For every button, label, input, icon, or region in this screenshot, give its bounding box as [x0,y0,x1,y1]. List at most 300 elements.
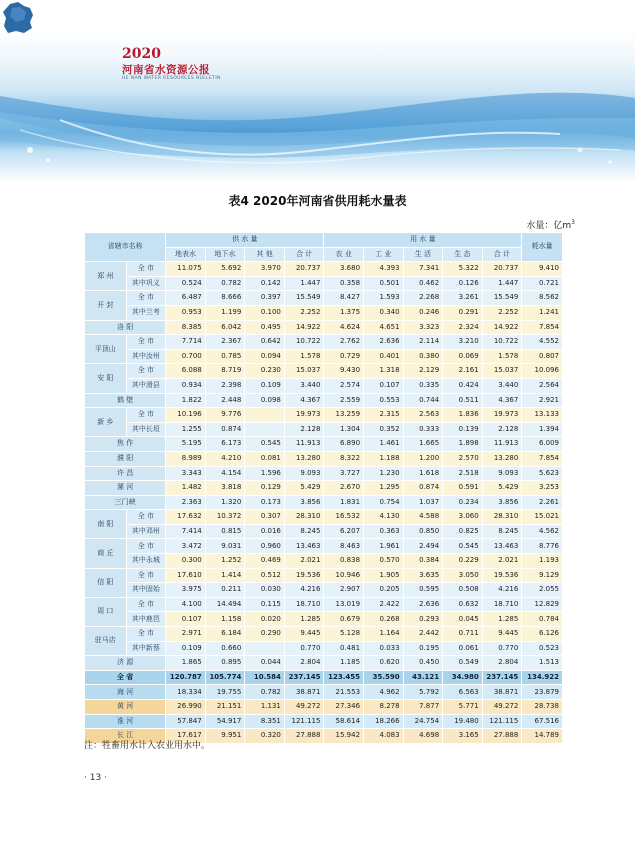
value-cell: 0.744 [403,393,443,408]
value-cell: 17.610 [166,568,206,583]
value-cell: 0.501 [364,276,404,291]
value-cell: 0.770 [284,641,324,656]
value-cell: 7.854 [522,451,563,466]
value-cell: 6.009 [522,437,563,452]
value-cell: 5.692 [205,262,245,277]
value-cell: 24.754 [403,714,443,729]
value-cell: 16.532 [324,510,364,525]
value-cell: 2.128 [284,422,324,437]
value-cell: 1.482 [166,481,206,496]
value-cell [245,408,285,423]
value-cell: 4.100 [166,597,206,612]
value-cell: 0.401 [364,349,404,364]
value-cell: 57.847 [166,714,206,729]
value-cell: 0.139 [443,422,483,437]
value-cell: 3.856 [284,495,324,510]
value-cell: 2.518 [443,466,483,481]
region-subname: 其中长垣 [126,422,166,437]
value-cell: 3.635 [403,568,443,583]
value-cell: 4.393 [364,262,404,277]
value-cell: 1.188 [364,451,404,466]
value-cell: 0.358 [324,276,364,291]
value-cell: 1.318 [364,364,404,379]
region-subname: 其中巩义 [126,276,166,291]
value-cell: 4.210 [205,451,245,466]
value-cell: 8.385 [166,320,206,335]
value-cell: 0.895 [205,656,245,671]
region-subname: 其中鹿邑 [126,612,166,627]
value-cell: 19.973 [284,408,324,423]
region-subname: 其中邓州 [126,524,166,539]
region-name: 开 封 [85,291,127,320]
value-cell: 3.210 [443,335,483,350]
value-cell: 4.562 [522,524,563,539]
value-cell: 11.913 [482,437,522,452]
bulletin-subtitle: HE NAN WATER RESOURCES BULLETIN [122,76,221,81]
value-cell: 0.424 [443,378,483,393]
value-cell: 0.126 [443,276,483,291]
value-cell: 0.595 [403,583,443,598]
value-cell: 8.322 [324,451,364,466]
value-cell: 9.410 [522,262,563,277]
basin-row [85,685,563,700]
value-cell: 0.320 [245,729,285,744]
region-name: 漯 河 [85,481,166,496]
bulletin-title: 河南省水资源公报 [122,64,210,76]
value-cell: 0.363 [364,524,404,539]
value-cell: 4.367 [482,393,522,408]
bulletin-year: 2020 [122,46,161,62]
value-cell: 2.804 [482,656,522,671]
value-cell: 28.738 [522,700,563,715]
value-cell: 0.469 [245,554,285,569]
region-name: 鹤 壁 [85,393,166,408]
value-cell: 1.193 [522,554,563,569]
value-cell: 0.016 [245,524,285,539]
value-cell: 1.831 [324,495,364,510]
basin-row [85,700,563,715]
value-cell: 1.447 [284,276,324,291]
unit-label: 水量：亿$m^3$ [526,219,575,231]
value-cell: 21.151 [205,700,245,715]
value-cell: 38.871 [284,685,324,700]
value-cell: 0.524 [166,276,206,291]
value-cell: 0.782 [245,685,285,700]
value-cell: 5.128 [324,627,364,642]
table-row [85,393,563,408]
value-cell: 0.335 [403,378,443,393]
value-cell: 134.922 [522,670,563,685]
value-cell: 1.665 [403,437,443,452]
value-cell: 2.021 [284,554,324,569]
value-cell: 3.253 [522,481,563,496]
value-cell: 1.285 [482,612,522,627]
value-cell: 0.098 [245,393,285,408]
value-cell: 10.722 [284,335,324,350]
region-name: 南 阳 [85,510,127,539]
header-surface-water: 地表水 [166,247,206,262]
value-cell: 1.285 [284,612,324,627]
value-cell: 0.246 [403,305,443,320]
value-cell: 0.205 [364,583,404,598]
value-cell: 7.877 [403,700,443,715]
value-cell: 8.666 [205,291,245,306]
value-cell: 1.961 [364,539,404,554]
value-cell: 0.770 [482,641,522,656]
value-cell: 0.953 [166,305,206,320]
value-cell: 2.636 [403,597,443,612]
value-cell: 4.367 [284,393,324,408]
value-cell: 1.255 [166,422,206,437]
value-cell: 0.109 [166,641,206,656]
value-cell: 1.304 [324,422,364,437]
header-other: 其 他 [245,247,285,262]
value-cell: 20.737 [284,262,324,277]
region-name: 济 源 [85,656,166,671]
value-cell: 35.590 [364,670,404,685]
table-row [85,524,563,539]
table-row [85,495,563,510]
value-cell: 121.115 [482,714,522,729]
value-cell: 7.714 [166,335,206,350]
value-cell: 4.624 [324,320,364,335]
value-cell: 8.776 [522,539,563,554]
value-cell: 8.245 [284,524,324,539]
value-cell: 1.822 [166,393,206,408]
value-cell: 43.121 [403,670,443,685]
table-row [85,378,563,393]
value-cell: 13.280 [284,451,324,466]
value-cell: 3.323 [403,320,443,335]
region-name: 新 乡 [85,408,127,437]
value-cell: 3.970 [245,262,285,277]
value-cell: 0.825 [443,524,483,539]
region-subname: 其中滑县 [126,378,166,393]
header-banner [0,0,635,190]
value-cell: 5.771 [443,700,483,715]
value-cell: 0.481 [324,641,364,656]
value-cell: 2.114 [403,335,443,350]
value-cell: 0.030 [245,583,285,598]
value-cell: 5.195 [166,437,206,452]
value-cell: 1.131 [245,700,285,715]
value-cell: 2.324 [443,320,483,335]
value-cell: 2.494 [403,539,443,554]
value-cell: 21.553 [324,685,364,700]
value-cell: 1.295 [364,481,404,496]
page-number: · 13 · [84,773,107,783]
value-cell: 18.334 [166,685,206,700]
value-cell: 2.907 [324,583,364,598]
table-row [85,641,563,656]
value-cell: 2.268 [403,291,443,306]
value-cell: 3.472 [166,539,206,554]
table-row [85,568,563,583]
value-cell: 17.632 [166,510,206,525]
value-cell: 2.971 [166,627,206,642]
value-cell: 0.679 [324,612,364,627]
value-cell: 28.310 [284,510,324,525]
header-region: 省辖市名称 [85,233,166,262]
water-splash-graphic [0,0,635,190]
value-cell: 2.559 [324,393,364,408]
value-cell: 49.272 [284,700,324,715]
value-cell: 1.447 [482,276,522,291]
value-cell: 4.216 [284,583,324,598]
region-name: 三门峡 [85,495,166,510]
value-cell: 0.807 [522,349,563,364]
value-cell: 2.804 [284,656,324,671]
value-cell: 4.083 [364,729,404,744]
region-subname: 全 市 [126,291,166,306]
value-cell: 0.549 [443,656,483,671]
region-name: 平顶山 [85,335,127,364]
value-cell: 13.133 [522,408,563,423]
header-industry: 工 业 [364,247,404,262]
region-name: 濮 阳 [85,451,166,466]
value-cell: 2.128 [482,422,522,437]
region-name: 许 昌 [85,466,166,481]
value-cell: 0.142 [245,276,285,291]
value-cell: 17.617 [166,729,206,744]
value-cell: 10.372 [205,510,245,525]
value-cell: 0.512 [245,568,285,583]
table-row [85,291,563,306]
header-groundwater: 地下水 [205,247,245,262]
table-row [85,437,563,452]
value-cell: 13.280 [482,451,522,466]
value-cell: 15.037 [482,364,522,379]
value-cell: 0.211 [205,583,245,598]
value-cell: 1.618 [403,466,443,481]
table-row [85,481,563,496]
value-cell: 6.173 [205,437,245,452]
table-row [85,466,563,481]
region-name: 驻马店 [85,627,127,656]
value-cell: 2.563 [403,408,443,423]
value-cell: 9.951 [205,729,245,744]
value-cell: 0.115 [245,597,285,612]
value-cell: 2.574 [324,378,364,393]
value-cell: 5.429 [284,481,324,496]
value-cell: 2.315 [364,408,404,423]
basin-name: 海 河 [85,685,166,700]
value-cell: 8.989 [166,451,206,466]
value-cell: 4.552 [522,335,563,350]
value-cell: 0.291 [443,305,483,320]
value-cell: 2.367 [205,335,245,350]
value-cell: 2.261 [522,495,563,510]
value-cell: 2.021 [482,554,522,569]
value-cell: 0.838 [324,554,364,569]
value-cell: 3.975 [166,583,206,598]
value-cell: 3.680 [324,262,364,277]
value-cell: 0.960 [245,539,285,554]
value-cell: 2.252 [284,305,324,320]
value-cell: 0.934 [166,378,206,393]
value-cell: 0.874 [403,481,443,496]
value-cell: 0.044 [245,656,285,671]
region-subname: 全 市 [126,510,166,525]
region-subname: 其中汝州 [126,349,166,364]
value-cell: 9.445 [284,627,324,642]
value-cell: 1.185 [324,656,364,671]
value-cell: 1.375 [324,305,364,320]
header-domestic: 生 活 [403,247,443,262]
header-supply: 供 水 量 [166,233,324,248]
value-cell: 13.463 [284,539,324,554]
table-row [85,583,563,598]
table-row [85,335,563,350]
value-cell: 0.782 [205,276,245,291]
value-cell: 3.165 [443,729,483,744]
header-use-total: 合 计 [482,247,522,262]
value-cell: 0.020 [245,612,285,627]
table-row [85,554,563,569]
value-cell: 123.455 [324,670,364,685]
value-cell: 10.946 [324,568,364,583]
value-cell: 54.917 [205,714,245,729]
value-cell: 0.230 [245,364,285,379]
value-cell: 0.380 [403,349,443,364]
value-cell: 6.088 [166,364,206,379]
value-cell: 6.487 [166,291,206,306]
value-cell: 0.352 [364,422,404,437]
value-cell: 27.346 [324,700,364,715]
table-row [85,262,563,277]
value-cell: 0.290 [245,627,285,642]
value-cell: 13.259 [324,408,364,423]
value-cell: 20.737 [482,262,522,277]
table-row [85,539,563,554]
value-cell: 2.921 [522,393,563,408]
value-cell: 13.463 [482,539,522,554]
basin-name: 长 江 [85,729,166,744]
value-cell: 0.045 [443,612,483,627]
value-cell: 1.578 [482,349,522,364]
value-cell: 2.670 [324,481,364,496]
region-subname: 其中兰考 [126,305,166,320]
value-cell: 7.854 [522,320,563,335]
value-cell: 3.727 [324,466,364,481]
value-cell: 0.721 [522,276,563,291]
region-name: 信 阳 [85,568,127,597]
region-subname: 其中固始 [126,583,166,598]
value-cell: 0.620 [364,656,404,671]
region-subname: 全 市 [126,335,166,350]
value-cell: 9.776 [205,408,245,423]
header-consumption: 耗水量 [522,233,563,262]
value-cell: 0.632 [443,597,483,612]
region-subname: 全 市 [126,408,166,423]
value-cell: 1.252 [205,554,245,569]
value-cell: 3.060 [443,510,483,525]
value-cell: 1.596 [245,466,285,481]
value-cell: 2.636 [364,335,404,350]
value-cell: 0.333 [403,422,443,437]
region-subname: 全 市 [126,262,166,277]
region-name: 商 丘 [85,539,127,568]
value-cell: 0.642 [245,335,285,350]
value-cell: 27.888 [482,729,522,744]
value-cell: 1.394 [522,422,563,437]
value-cell: 0.195 [403,641,443,656]
value-cell: 1.593 [364,291,404,306]
value-cell: 1.513 [522,656,563,671]
value-cell: 2.398 [205,378,245,393]
value-cell: 1.199 [205,305,245,320]
value-cell: 1.037 [403,495,443,510]
value-cell: 4.588 [403,510,443,525]
value-cell: 0.754 [364,495,404,510]
table-note: 注：牲畜用水计入农业用水中。 [84,741,211,751]
value-cell: 0.293 [403,612,443,627]
value-cell: 5.792 [403,685,443,700]
value-cell: 2.564 [522,378,563,393]
value-cell: 6.563 [443,685,483,700]
basin-name: 淮 河 [85,714,166,729]
value-cell: 4.698 [403,729,443,744]
value-cell: 0.784 [522,612,563,627]
value-cell: 6.890 [324,437,364,452]
header-supply-total: 合 计 [284,247,324,262]
total-row [85,670,563,685]
value-cell: 2.161 [443,364,483,379]
water-table [84,232,563,744]
value-cell: 23.879 [522,685,563,700]
value-cell: 28.310 [482,510,522,525]
value-cell: 3.856 [482,495,522,510]
value-cell: 0.545 [443,539,483,554]
value-cell: 10.722 [482,335,522,350]
value-cell: 6.184 [205,627,245,642]
value-cell: 0.340 [364,305,404,320]
value-cell: 6.042 [205,320,245,335]
value-cell: 2.363 [166,495,206,510]
table-row [85,320,563,335]
value-cell: 237.145 [482,670,522,685]
table-row [85,422,563,437]
table-row [85,656,563,671]
value-cell: 0.815 [205,524,245,539]
value-cell: 0.785 [205,349,245,364]
value-cell: 14.789 [522,729,563,744]
basin-row [85,714,563,729]
region-subname: 全 市 [126,539,166,554]
value-cell: 1.461 [364,437,404,452]
value-cell: 4.962 [364,685,404,700]
value-cell: 5.429 [482,481,522,496]
value-cell: 1.898 [443,437,483,452]
value-cell: 0.660 [205,641,245,656]
value-cell: 14.922 [284,320,324,335]
table-row [85,408,563,423]
value-cell: 0.553 [364,393,404,408]
basin-name: 黄 河 [85,700,166,715]
region-subname: 全 市 [126,568,166,583]
value-cell: 0.033 [364,641,404,656]
value-cell: 0.300 [166,554,206,569]
value-cell: 8.427 [324,291,364,306]
value-cell: 0.450 [403,656,443,671]
value-cell: 49.272 [482,700,522,715]
value-cell: 3.343 [166,466,206,481]
value-cell: 8.562 [522,291,563,306]
value-cell: 0.511 [443,393,483,408]
table-row [85,305,563,320]
henan-map-icon [0,0,36,36]
value-cell: 8.245 [482,524,522,539]
